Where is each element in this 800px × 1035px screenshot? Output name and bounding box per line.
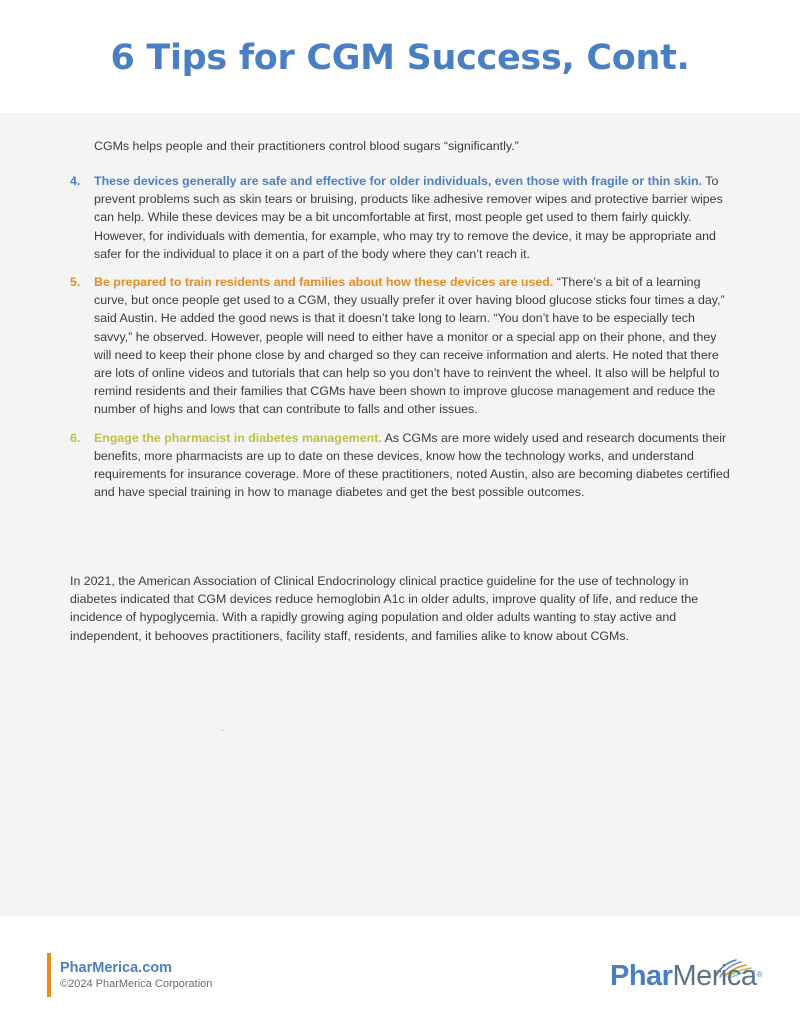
copyright-text: ©2024 PharMerica Corporation [60, 978, 213, 990]
tip-heading: Be prepared to train residents and families about how these devices are used. [94, 275, 554, 290]
tip-text: “There’s a bit of a learning curve, but once people get used to a CGM, they usually prefer it over having blood glucose sticks four times a day,” said Austin. He added the good news is that it doesn’t take long to learn. “You don’t have to be especially tech savvy,” he observed. However, people will need to either have a monitor or a special app on their phone, and they will need to keep their phone close by and charged so they can receive information and alerts. He noted that there are lots of online videos and tutorials that can help so you don’t have to reinvent the wheel. It also will be helpful to remind residents and their families that CGMs have been shown to improve glucose management and reduce the number of highs and lows that can contribute to falls and other issues. [94, 275, 725, 417]
tips-list [70, 172, 732, 511]
pharmerica-logo [610, 956, 770, 1006]
site-link[interactable]: PharMerica.com [60, 960, 173, 976]
page-footer [0, 916, 800, 1035]
tip-5 [70, 273, 732, 419]
conclusion-paragraph: In 2021, the American Association of Clinical Endocrinology clinical practice guideline for the use of technology in diabetes indicated that CGM devices reduce hemoglobin A1c in older adults, improve quality of life, and reduce the incidence of hypoglycemia. With a rapidly growing aging population and older adults wanting to stay active and independent, it behooves practitioners, facility staff, residents, and families alike to know about CGMs. [70, 574, 699, 643]
stray-dot [222, 730, 223, 731]
article-body [0, 113, 800, 916]
tip-6 [70, 429, 732, 502]
tip-heading: These devices generally are safe and effective for older individuals, even those with fragile or thin skin. [94, 174, 703, 188]
page-header [0, 0, 800, 113]
page-title: 6 Tips for CGM Success, Cont. [110, 38, 690, 78]
footer-accent-bar [47, 953, 51, 997]
tip-number: 6. [70, 430, 81, 445]
logo-wordmark: PharMerica® [610, 960, 762, 992]
tip-number: 5. [70, 275, 81, 290]
tip-number: 4. [70, 174, 81, 188]
tip-text: As CGMs are more widely used and research documents their benefits, more pharmacists are up to date on these devices, know how the technology works, and understand requirements for insurance coverage. More of these practitioners, noted Austin, also are becoming diabetes certified and have special training in how to manage diabetes and get the best possible outcomes. [94, 430, 730, 500]
tip-heading: Engage the pharmacist in diabetes management. [94, 430, 382, 445]
tip-text: To prevent problems such as skin tears or bruising, products like adhesive remover wipes and protective barrier wipes can help. While these devices may be a bit uncomfortable at first, most people get used to them fairly quickly. However, for individuals with dementia, for example, who may try to remove the device, it may be appropriate and safer for the individual to place it on a part of the body where they can’t reach it. [94, 174, 723, 261]
lead-paragraph: CGMs helps people and their practitioners control blood sugars “significantly.” [94, 139, 519, 153]
tip-4 [70, 172, 732, 263]
